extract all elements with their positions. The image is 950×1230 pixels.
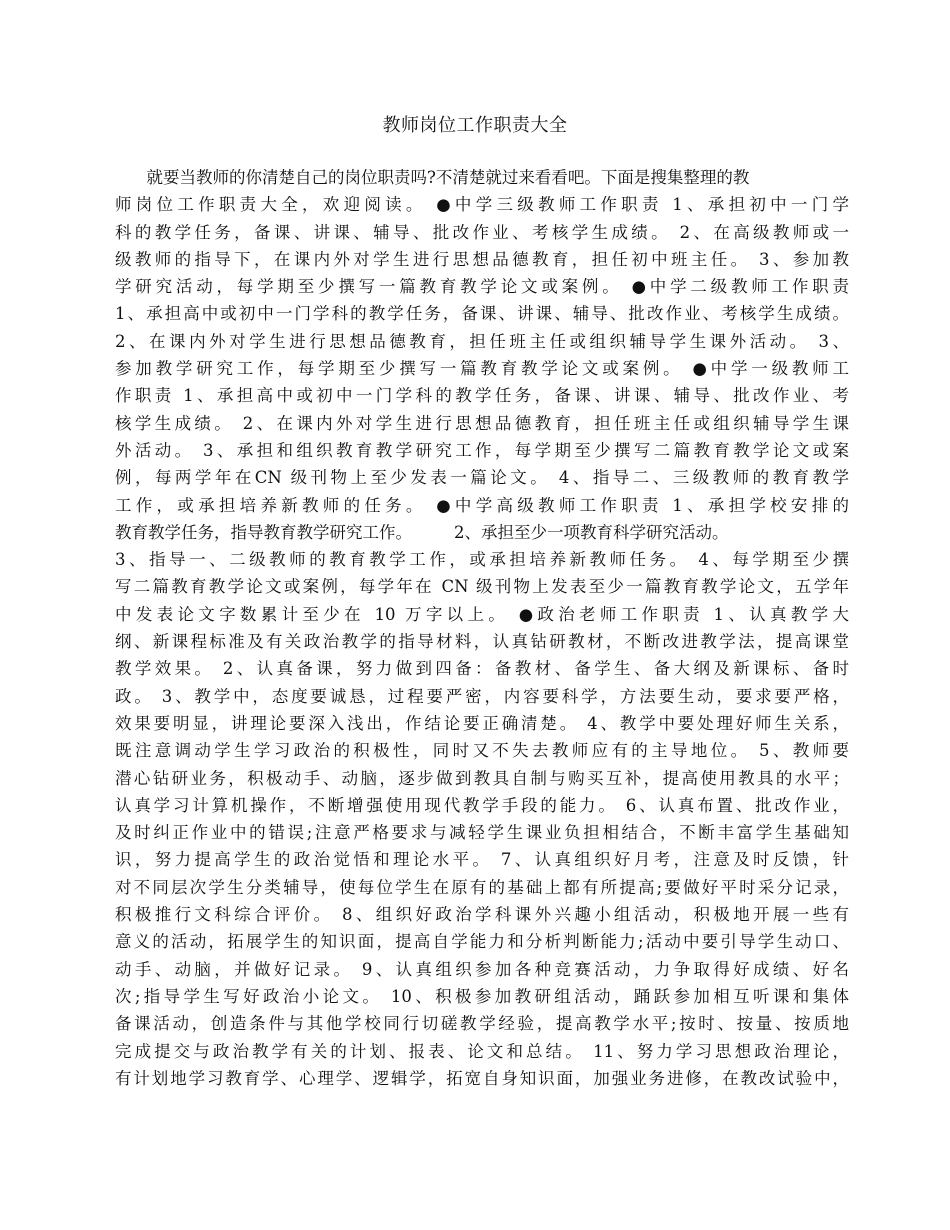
text-line: 教学效果。 2、认真备课，努力做到四备：备教材、备学生、备大纲及新课标、备时 bbox=[115, 659, 849, 679]
text-line: 动手、动脑，并做好记录。 9、认真组织参加各种竞赛活动，力争取得好成绩、好名 bbox=[115, 959, 849, 979]
text-line: 既注意调动学生学习政治的积极性，同时又不失去教师应有的主导地位。 5、教师要 bbox=[115, 741, 849, 761]
text-line: 1、承担高中或初中一门学科的教学任务，备课、讲课、辅导、批改作业、考核学生成绩。 bbox=[115, 304, 849, 324]
text-line: 参加教学研究工作，每学期至少撰写一篇教育教学论文或案例。 ●中学一级教师工 bbox=[115, 359, 849, 379]
text-line: 作职责 1、承担高中或初中一门学科的教学任务，备课、讲课、辅导、批改作业、考 bbox=[115, 386, 849, 406]
text-line: 级教师的指导下，在课内外对学生进行思想品德教育，担任初中班主任。 3、参加教 bbox=[115, 249, 849, 269]
text-line: 教育教学任务，指导教育教学研究工作。 2、承担至少一项教育科学研究活动。 bbox=[115, 522, 729, 542]
text-line: 及时纠正作业中的错误;注意严格要求与减轻学生课业负担相结合，不断丰富学生基础知 bbox=[115, 823, 849, 843]
text-line: 师岗位工作职责大全，欢迎阅读。 ●中学三级教师工作职责 1、承担初中一门学 bbox=[115, 195, 849, 215]
text-line: 例，每两学年在CN 级刊物上至少发表一篇论文。 4、指导二、三级教师的教育教学 bbox=[115, 468, 849, 488]
text-line: 3、指导一、二级教师的教育教学工作，或承担培养新教师任务。 4、每学期至少撰 bbox=[115, 550, 849, 570]
text-line: 纲、新课程标准及有关政治教学的指导材料，认真钻研教材，不断改进教学法，提高课堂 bbox=[115, 632, 849, 652]
text-line: 潜心钻研业务，积极动手、动脑，逐步做到教具自制与购买互补，提高使用教具的水平； bbox=[115, 768, 849, 788]
text-line: 中发表论文字数累计至少在 10 万字以上。 ●政治老师工作职责 1、认真教学大 bbox=[115, 604, 849, 624]
text-line: 政。 3、教学中，态度要诚恳，过程要严密，内容要科学，方法要生动，要求要严格， bbox=[115, 686, 849, 706]
text-line: 完成提交与政治教学有关的计划、报表、论文和总结。 11、努力学习思想政治理论， bbox=[115, 1041, 849, 1061]
text-line: 学研究活动，每学期至少撰写一篇教育教学论文或案例。 ●中学二级教师工作职责 bbox=[115, 277, 849, 297]
text-line: 认真学习计算机操作，不断增强使用现代教学手段的能力。 6、认真布置、批改作业， bbox=[115, 795, 849, 815]
text-line: 积极推行文科综合评价。 8、组织好政治学科课外兴趣小组活动，积极地开展一些有 bbox=[115, 905, 849, 925]
text-line: 识，努力提高学生的政治觉悟和理论水平。 7、认真组织好月考，注意及时反馈，针 bbox=[115, 850, 849, 870]
text-line: 就要当教师的你清楚自己的岗位职责吗?不清楚就过来看看吧。下面是搜集整理的教 bbox=[115, 168, 750, 187]
text-line: 备课活动，创造条件与其他学校同行切磋教学经验，提高教学水平;按时、按量、按质地 bbox=[115, 1014, 849, 1034]
body-text bbox=[115, 164, 849, 1092]
text-line: 意义的活动，拓展学生的知识面，提高自学能力和分析判断能力;活动中要引导学生动口、 bbox=[115, 932, 849, 952]
text-line: 写二篇教育教学论文或案例，每学年在 CN 级刊物上发表至少一篇教育教学论文，五学年 bbox=[115, 577, 849, 597]
text-line: 工作，或承担培养新教师的任务。 ●中学高级教师工作职责 1、承担学校安排的 bbox=[115, 495, 849, 515]
text-line: 核学生成绩。 2、在课内外对学生进行思想品德教育，担任班主任或组织辅导学生课 bbox=[115, 413, 849, 433]
text-line: 2、在课内外对学生进行思想品德教育，担任班主任或组织辅导学生课外活动。 3、 bbox=[115, 331, 849, 351]
page-title: 教师岗位工作职责大全 bbox=[382, 115, 568, 136]
text-line: 外活动。 3、承担和组织教育教学研究工作，每学期至少撰写二篇教育教学论文或案 bbox=[115, 440, 849, 460]
text-line: 次;指导学生写好政治小论文。 10、积极参加教研组活动，踊跃参加相互听课和集体 bbox=[115, 986, 849, 1006]
text-line: 科的教学任务，备课、讲课、辅导、批改作业、考核学生成绩。 2、在高级教师或一 bbox=[115, 222, 849, 242]
text-line: 对不同层次学生分类辅导，使每位学生在原有的基础上都有所提高;要做好平时采分记录， bbox=[115, 877, 849, 897]
text-line: 有计划地学习教育学、心理学、逻辑学，拓宽自身知识面，加强业务进修，在教改试验中， bbox=[115, 1068, 849, 1088]
text-line: 效果要明显，讲理论要深入浅出，作结论要正确清楚。 4、教学中要处理好师生关系， bbox=[115, 713, 849, 733]
